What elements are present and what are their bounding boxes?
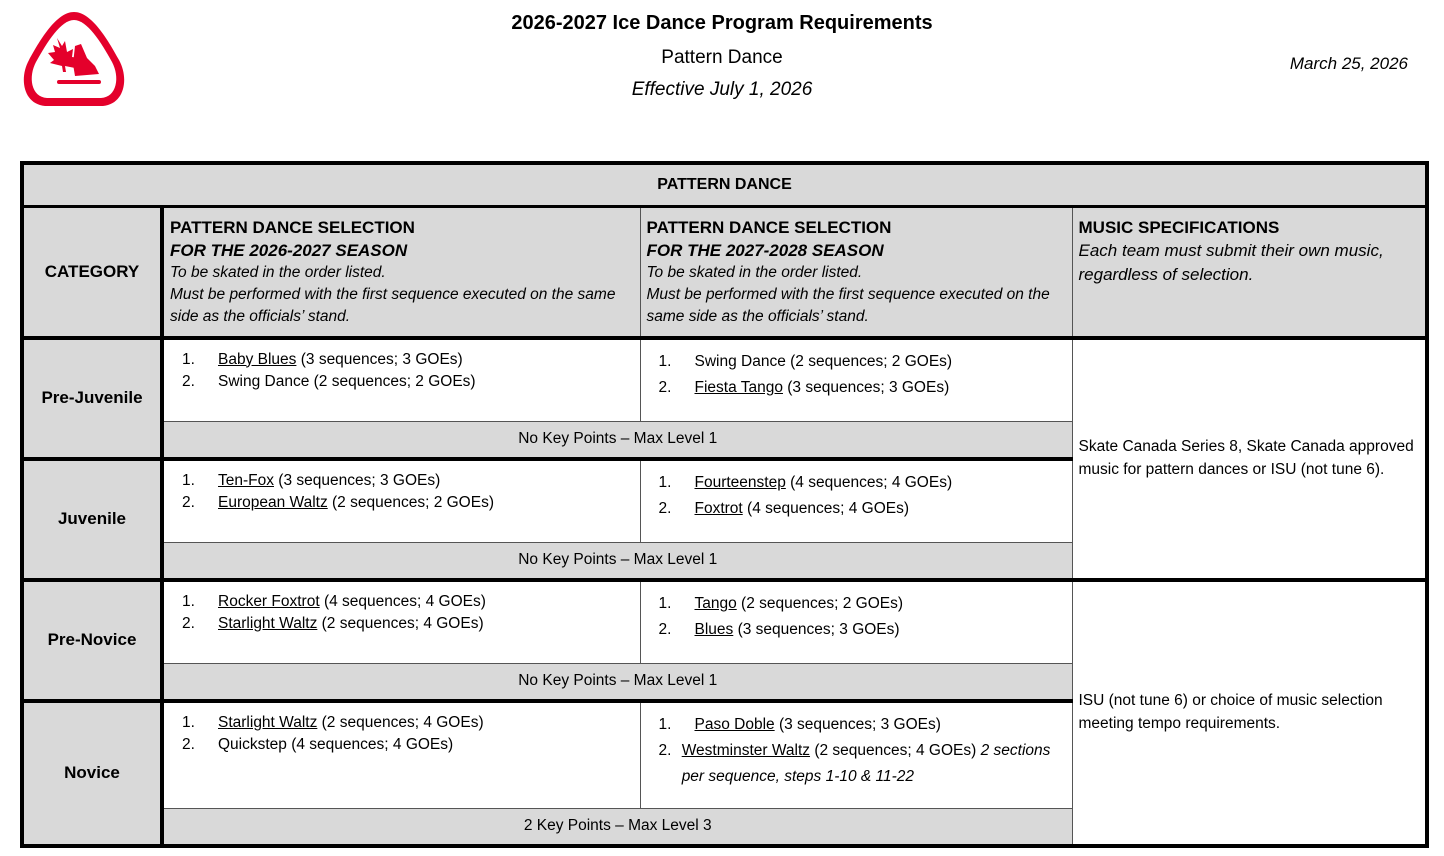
list-item: 2. Foxtrot (4 sequences; 4 GOEs) xyxy=(658,499,910,517)
dance-link[interactable]: Westminster Waltz xyxy=(681,741,811,759)
music-spec-group2: ISU (not tune 6) or choice of music selection meeting tempo requirements. xyxy=(1072,580,1427,846)
list-item: 1. Paso Doble (3 sequences; 3 GOEs) xyxy=(658,715,941,733)
list-item: 1. Tango (2 sequences; 2 GOEs) xyxy=(658,594,904,612)
list-item: 1. Baby Blues (3 sequences; 3 GOEs) xyxy=(182,350,463,368)
pre-novice-2026-list xyxy=(164,591,640,635)
list-item: 2. Starlight Waltz (2 sequences; 4 GOEs) xyxy=(182,614,484,632)
table-banner: PATTERN DANCE xyxy=(22,163,1427,207)
list-item: 1. Ten-Fox (3 sequences; 3 GOEs) xyxy=(182,471,441,489)
dance-link[interactable]: Paso Doble xyxy=(694,715,775,733)
dance-link[interactable]: Fiesta Tango xyxy=(694,378,783,396)
dance-link[interactable]: Starlight Waltz xyxy=(218,614,318,632)
key-points-pre-novice: No Key Points – Max Level 1 xyxy=(162,664,1072,701)
juvenile-2026-list xyxy=(164,470,640,514)
col-2027-note2: Must be performed with the first sequence executed on the same side as the officials’ stand. xyxy=(646,286,1050,325)
pre-juvenile-2027-list xyxy=(641,349,1072,401)
dance-link[interactable]: Fourteenstep xyxy=(694,473,786,491)
pre-novice-2027-cell xyxy=(640,580,1072,664)
table-row xyxy=(22,580,1427,664)
novice-2027-cell xyxy=(640,701,1072,809)
publish-date: March 25, 2026 xyxy=(1289,54,1408,73)
pre-novice-2027-list xyxy=(641,591,1072,643)
list-item: 1. Fourteenstep (4 sequences; 4 GOEs) xyxy=(658,473,953,491)
juvenile-2027-cell xyxy=(640,459,1072,543)
category-header: CATEGORY xyxy=(22,207,162,338)
effective-date: Effective July 1, 2026 xyxy=(631,79,813,100)
col-2026-season: FOR THE 2026-2027 SEASON xyxy=(170,241,408,260)
dance-link[interactable]: Baby Blues xyxy=(218,350,297,368)
col-2027-season: FOR THE 2027-2028 SEASON xyxy=(646,241,884,260)
music-note: Each team must submit their own music, regardless of selection. xyxy=(1078,241,1384,284)
table-banner-row xyxy=(22,163,1427,207)
pre-juvenile-2026-cell xyxy=(162,338,640,422)
novice-2027-list xyxy=(641,712,1072,790)
key-points-juvenile: No Key Points – Max Level 1 xyxy=(162,543,1072,580)
juvenile-2027-list xyxy=(641,470,1072,522)
juvenile-2026-cell xyxy=(162,459,640,543)
list-item: 2. Westminster Waltz (2 sequences; 4 GOEs) 2 sections per sequence, steps 1-10 & 11-22 xyxy=(658,741,1051,785)
list-item: 2. Quickstep (4 sequences; 4 GOEs) xyxy=(182,735,454,753)
col-2026-note2: Must be performed with the first sequence executed on the same side as the officials’ stand. xyxy=(170,286,616,325)
list-item: 2. European Waltz (2 sequences; 2 GOEs) xyxy=(182,493,494,511)
col-header-music xyxy=(1072,207,1427,338)
dance-link[interactable]: Starlight Waltz xyxy=(218,713,318,731)
col-2027-note1: To be skated in the order listed. xyxy=(646,264,863,281)
category-juvenile: Juvenile xyxy=(22,459,162,580)
document-subtitle: Pattern Dance xyxy=(661,47,783,68)
westminster-note: 2 sections per sequence, steps 1-10 & 11-22 xyxy=(681,741,1051,785)
key-points-pre-juvenile: No Key Points – Max Level 1 xyxy=(162,422,1072,459)
list-item: 2. Blues (3 sequences; 3 GOEs) xyxy=(658,620,900,638)
music-title: MUSIC SPECIFICATIONS xyxy=(1078,218,1280,237)
col-2026-title: PATTERN DANCE SELECTION xyxy=(170,218,415,237)
list-item: 2. Swing Dance (2 sequences; 2 GOEs) xyxy=(182,372,476,390)
dance-link[interactable]: Foxtrot xyxy=(694,499,743,517)
pre-novice-2026-cell xyxy=(162,580,640,664)
dance-link[interactable]: Rocker Foxtrot xyxy=(218,592,320,610)
pre-juvenile-2026-list xyxy=(164,349,640,393)
key-points-novice: 2 Key Points – Max Level 3 xyxy=(162,809,1072,846)
dance-link[interactable]: Blues xyxy=(694,620,734,638)
list-item: 2. Fiesta Tango (3 sequences; 3 GOEs) xyxy=(658,378,950,396)
document-title: 2026-2027 Ice Dance Program Requirements xyxy=(511,12,933,34)
list-item: 1. Swing Dance (2 sequences; 2 GOEs) xyxy=(658,352,953,370)
list-item: 1. Rocker Foxtrot (4 sequences; 4 GOEs) xyxy=(182,592,486,610)
col-header-2027 xyxy=(640,207,1072,338)
table-row xyxy=(22,338,1427,422)
list-item: 1. Starlight Waltz (2 sequences; 4 GOEs) xyxy=(182,713,484,731)
column-header-row xyxy=(22,207,1427,338)
dance-link[interactable]: Ten-Fox xyxy=(218,471,274,489)
pre-juvenile-2027-cell xyxy=(640,338,1072,422)
col-header-2026 xyxy=(162,207,640,338)
novice-2026-list xyxy=(164,712,640,756)
col-2026-note1: To be skated in the order listed. xyxy=(170,264,386,281)
music-spec-group1: Skate Canada Series 8, Skate Canada approved music for pattern dances or ISU (not tune 6). xyxy=(1072,338,1427,580)
category-pre-juvenile: Pre-Juvenile xyxy=(22,338,162,459)
dance-link[interactable]: European Waltz xyxy=(218,493,328,511)
col-2027-title: PATTERN DANCE SELECTION xyxy=(646,218,892,237)
requirements-table xyxy=(20,161,1429,848)
category-novice: Novice xyxy=(22,701,162,846)
novice-2026-cell xyxy=(162,701,640,809)
dance-link[interactable]: Tango xyxy=(694,594,737,612)
category-pre-novice: Pre-Novice xyxy=(22,580,162,701)
